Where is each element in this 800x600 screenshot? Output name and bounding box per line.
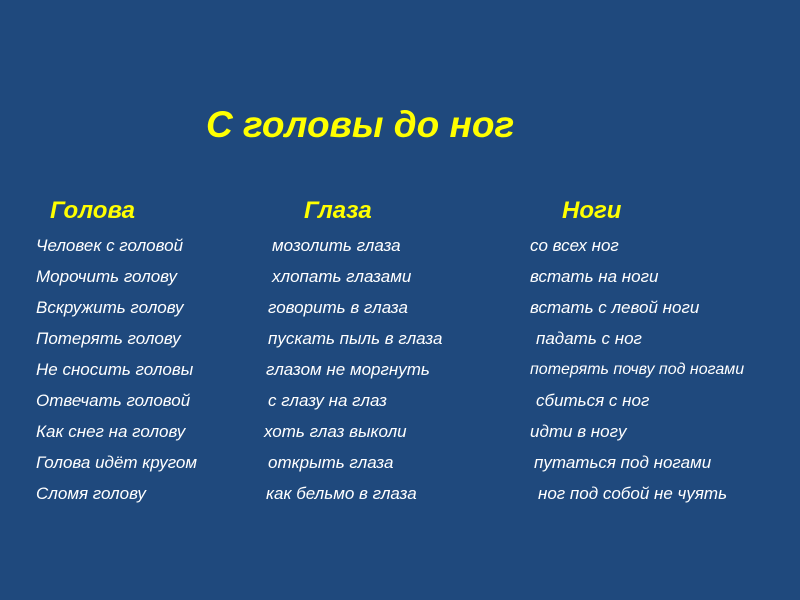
idiom-eyes: пускать пыль в глаза <box>268 329 443 348</box>
idiom-eyes: мозолить глаза <box>272 236 401 255</box>
column-header-head: Голова <box>50 197 135 224</box>
idiom-head: Отвечать головой <box>36 391 191 410</box>
idiom-legs: потерять почву под ногами <box>530 361 745 378</box>
idiom-head: Вскружить голову <box>36 298 184 317</box>
column-header-legs: Ноги <box>562 197 622 224</box>
idiom-eyes: открыть глаза <box>268 453 394 472</box>
idiom-head: Сломя голову <box>36 484 146 503</box>
idiom-eyes: с глазу на глаз <box>268 391 387 410</box>
idiom-legs: сбиться с ног <box>536 391 650 410</box>
idiom-head: Человек с головой <box>36 236 184 255</box>
idiom-head: Как снег на голову <box>36 422 186 441</box>
idiom-eyes: хоть глаз выколи <box>264 422 407 441</box>
slide-title: С головы до ног <box>206 104 515 145</box>
idiom-eyes: говорить в глаза <box>268 298 408 317</box>
idiom-eyes: глазом не моргнуть <box>266 360 430 379</box>
idiom-head: Морочить голову <box>36 267 177 286</box>
idiom-legs: путаться под ногами <box>534 453 712 472</box>
column-header-eyes: Глаза <box>304 197 372 224</box>
idiom-legs: встать на ноги <box>530 267 659 286</box>
idiom-eyes: как бельмо в глаза <box>266 484 417 503</box>
idiom-head: Не сносить головы <box>36 360 194 379</box>
idiom-legs: ног под собой не чуять <box>538 484 728 503</box>
idiom-legs: встать с левой ноги <box>530 298 700 317</box>
idiom-legs: идти в ногу <box>530 422 627 441</box>
idiom-legs: падать с ног <box>536 329 642 348</box>
idiom-head: Голова идёт кругом <box>36 453 198 472</box>
idiom-legs: со всех ног <box>530 236 619 255</box>
idiom-head: Потерять голову <box>36 329 181 348</box>
idiom-eyes: хлопать глазами <box>272 267 412 286</box>
